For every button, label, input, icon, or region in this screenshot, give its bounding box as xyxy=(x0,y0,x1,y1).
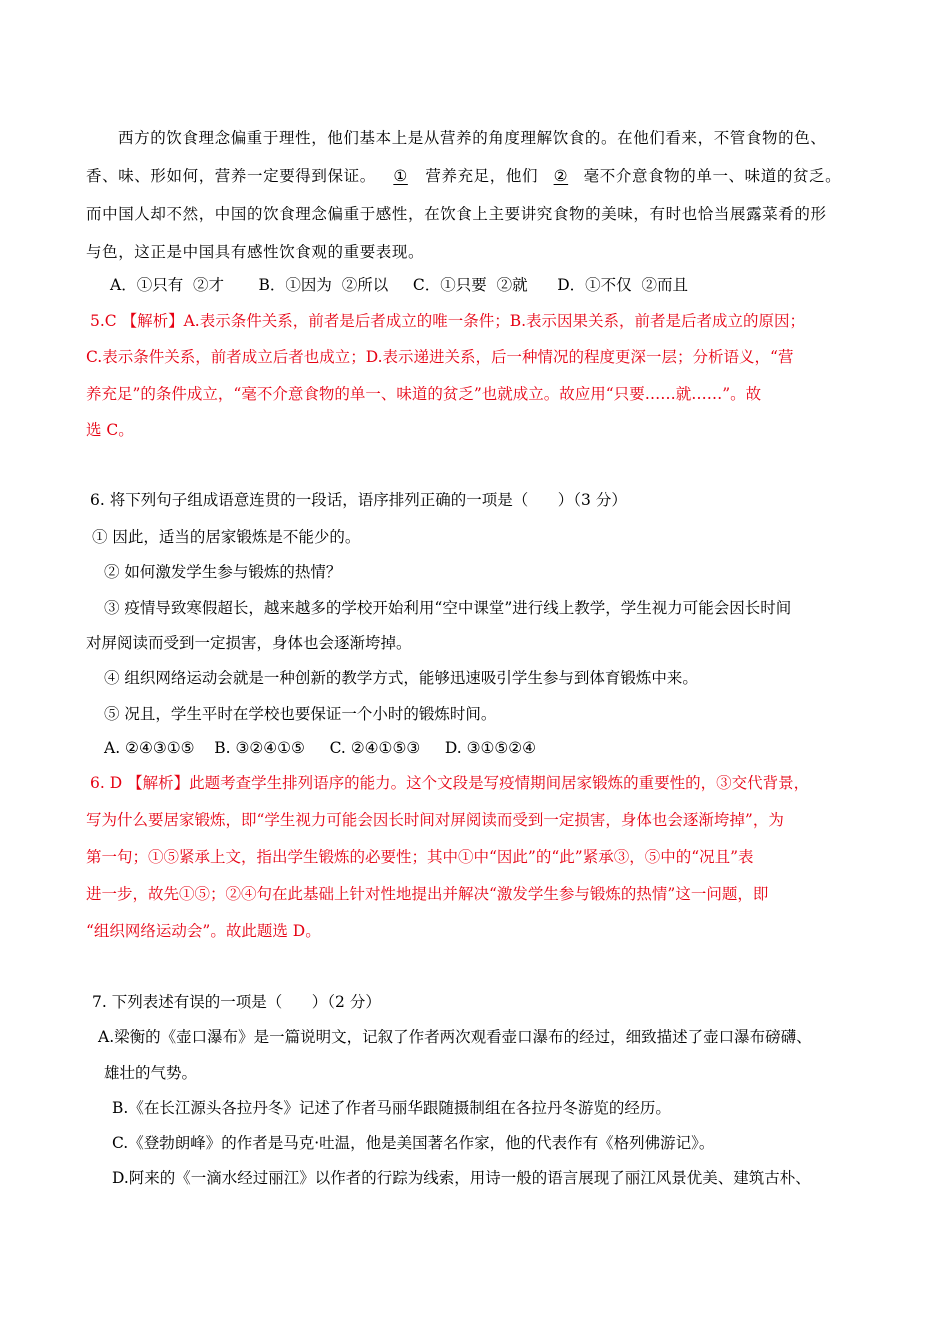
q5-passage-line-2 xyxy=(86,166,841,186)
q5-analysis-line-1: 5.C 【解析】A.表示条件关系，前者是后者成立的唯一条件；B.表示因果关系，前者是后者成立的原因； xyxy=(90,312,806,330)
q6-sentence-3-line-1: ③ 疫情导致寒假超长，越来越多的学校开始利用“空中课堂”进行线上教学，学生视力可能会因长时间 xyxy=(104,599,792,617)
q5-analysis-line-3: 养充足”的条件成立，“毫不介意食物的单一、味道的贫乏”也就成立。故应用“只要……就……”。故 xyxy=(86,385,762,403)
q6-sentence-1: ① 因此，适当的居家锻炼是不能少的。 xyxy=(92,528,361,546)
q5-analysis-line-4: 选 C。 xyxy=(86,421,134,439)
q5-passage-line-3: 而中国人却不然，中国的饮食理念偏重于感性，在饮食上主要讲究食物的美味，有时也恰当展露菜肴的形 xyxy=(86,205,827,223)
q5-passage-text-b: 营养充足，他们 xyxy=(425,167,539,185)
q5-options: A．①只有 ②才 B．①因为 ②所以 C．①只要 ②就 D．①不仅 ②而且 xyxy=(110,276,688,294)
q5-passage-text-a: 香、味、形如何，营养一定要得到保证。 xyxy=(86,167,376,185)
q7-stem: 7. 下列表述有误的一项是（ ）（2 分） xyxy=(92,993,381,1011)
q5-passage-line-4: 与色，这正是中国具有感性饮食观的重要表现。 xyxy=(86,243,425,261)
q7-option-a-line-1: A.梁衡的《壶口瀑布》是一篇说明文，记叙了作者两次观看壶口瀑布的经过，细致描述了壶口瀑布磅礴、 xyxy=(98,1028,812,1046)
q6-stem: 6. 将下列句子组成语意连贯的一段话，语序排列正确的一项是（ ）（3 分） xyxy=(90,491,627,509)
q5-passage-line-1: 西方的饮食理念偏重于理性，他们基本上是从营养的角度理解饮食的。在他们看来，不管食物的色、 xyxy=(118,129,827,147)
q5-blank-1: ① xyxy=(393,167,408,185)
q6-analysis-line-5: “组织网络运动会”。故此题选 D。 xyxy=(86,922,321,940)
q7-option-d-line-1: D.阿来的《一滴水经过丽江》以作者的行踪为线索，用诗一般的语言展现了丽江风景优美、建筑古朴、 xyxy=(112,1169,811,1187)
q7-option-c: C.《登勃朗峰》的作者是马克·吐温，他是美国著名作家，他的代表作有《格列佛游记》。 xyxy=(112,1134,715,1152)
q6-sentence-3-line-2: 对屏阅读而受到一定损害，身体也会逐渐垮掉。 xyxy=(86,634,412,652)
q6-sentence-5: ⑤ 况且，学生平时在学校也要保证一个小时的锻炼时间。 xyxy=(104,705,497,723)
q5-blank-2: ② xyxy=(553,167,569,185)
q6-analysis-line-1: 6. D 【解析】此题考查学生排列语序的能力。这个文段是写疫情期间居家锻炼的重要性的，③交代背景， xyxy=(90,774,810,792)
q6-analysis-line-4: 进一步，故先①⑤；②④句在此基础上针对性地提出并解决“激发学生参与锻炼的热情”这一问题，即 xyxy=(86,885,769,903)
q6-analysis-line-2: 写为什么要居家锻炼，即“学生视力可能会因长时间对屏阅读而受到一定损害，身体也会逐渐垮掉”，为 xyxy=(86,811,784,829)
q7-option-a-line-2: 雄壮的气势。 xyxy=(104,1064,198,1082)
q5-passage-text-c: 毫不介意食物的单一、味道的贫乏。 xyxy=(583,167,842,185)
q6-sentence-4: ④ 组织网络运动会就是一种创新的教学方式，能够迅速吸引学生参与到体育锻炼中来。 xyxy=(104,669,698,687)
q6-sentence-2: ② 如何激发学生参与锻炼的热情？ xyxy=(104,563,342,581)
q5-analysis-line-2: C.表示条件关系，前者成立后者也成立；D.表示递进关系，后一种情况的程度更深一层；分析语义，“营 xyxy=(86,348,794,366)
q7-option-b: B.《在长江源头各拉丹冬》记述了作者马丽华跟随摄制组在各拉丹冬游览的经历。 xyxy=(112,1099,671,1117)
q6-analysis-line-3: 第一句；①⑤紧承上文，指出学生锻炼的必要性；其中①中“因此”的“此”紧承③，⑤中的“况且”表 xyxy=(86,848,754,866)
q6-options: A. ②④③①⑤ B. ③②④①⑤ C. ②④①⑤③ D. ③①⑤②④ xyxy=(104,739,537,757)
